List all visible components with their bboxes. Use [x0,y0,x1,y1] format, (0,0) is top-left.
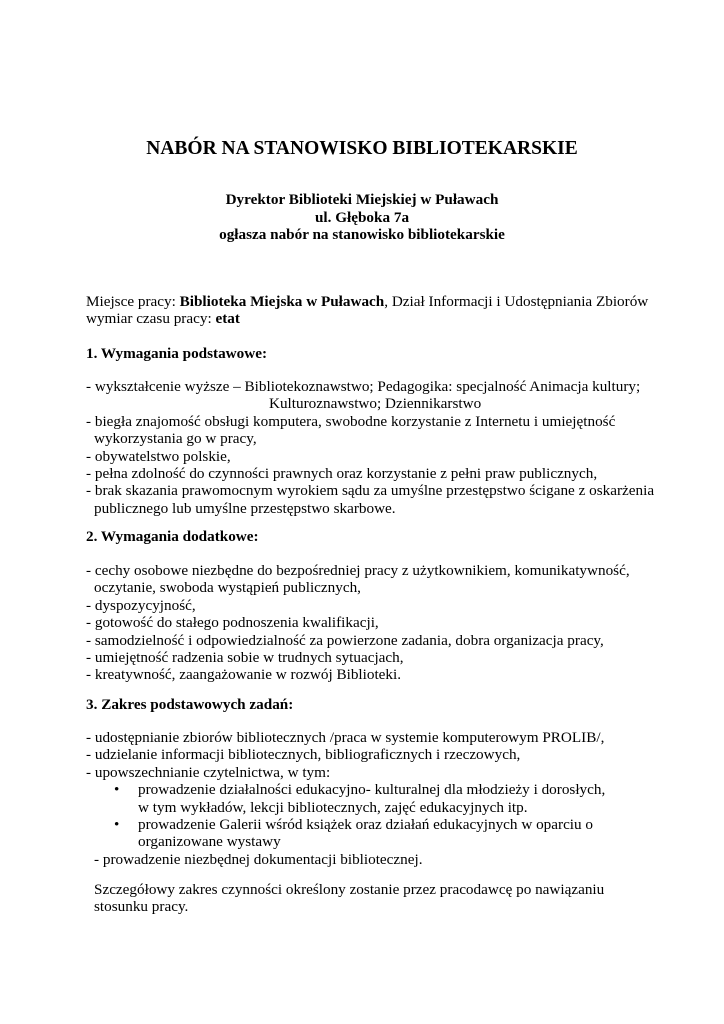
list-item-continuation: Kulturoznawstwo; Dziennikarstwo [269,395,482,413]
list-item: - udzielanie informacji bibliotecznych, bibliograficznych i rzeczowych, [86,746,521,764]
workplace-label: Miejsce pracy: [86,293,180,310]
bullet-icon: • [114,816,120,834]
header-line-announcement: ogłasza nabór na stanowisko bibliotekarskie [219,226,505,244]
list-item: - kreatywność, zaangażowanie w rozwój Biblioteki. [86,666,402,684]
header-line-address: ul. Głęboka 7a [314,208,410,226]
closing-line: Szczegółowy zakres czynności określony zostanie przez pracodawcę po nawiązaniu [94,881,605,898]
workplace-department: , Dział Informacji i Udostępniania Zbiorów [384,293,649,310]
section-3-list [86,729,706,868]
list-item-continuation: oczytanie, swoboda wystąpień publicznych, [94,579,361,597]
list-item: - cechy osobowe niezbędne do bezpośredniej pracy z użytkownikiem, komunikatywność, [86,562,630,579]
bullet-icon: • [114,781,120,799]
list-item: - udostępnianie zbiorów bibliotecznych /praca w systemie komputerowym PROLIB/, [86,729,605,746]
workplace-line [86,293,706,310]
header-line-director: Dyrektor Biblioteki Miejskiej w Puławach [225,191,499,208]
list-item: - obywatelstwo polskie, [86,447,231,465]
bullet-line: w tym wykładów, lekcji bibliotecznych, zajęć edukacyjnych itp. [138,798,528,816]
bullet-line: prowadzenie Galerii wśród książek oraz działań edukacyjnych w oparciu o [138,816,594,834]
list-item: - wykształcenie wyższe – Bibliotekoznawstwo; Pedagogika: specjalność Animacja kultury; [86,378,641,395]
list-item-continuation: wykorzystania go w pracy, [94,430,257,448]
bullet-item [86,781,706,816]
section-3-title: 3. Zakres podstawowych zadań: [86,696,294,713]
bullet-line: organizowane wystawy [138,833,281,851]
list-item: - samodzielność i odpowiedzialność za powierzone zadania, dobra organizacja pracy, [86,631,604,649]
worktime-line [86,310,706,327]
section-1-list [86,378,706,517]
bullet-line: prowadzenie działalności edukacyjno- kulturalnej dla młodzieży i dorosłych, [138,781,606,799]
page-title: NABÓR NA STANOWISKO BIBLIOTEKARSKIE [146,138,578,159]
list-item: - upowszechnianie czytelnictwa, w tym: [86,763,331,781]
list-item: - brak skazania prawomocnym wyrokiem sądu za umyślne przestępstwo ścigane z oskarżenia [86,482,655,500]
worktime-value: etat [215,310,240,328]
workplace-name: Biblioteka Miejska w Puławach [179,293,385,310]
list-item: - biegła znajomość obsługi komputera, swobodne korzystanie z Internetu i umiejętność [86,412,616,430]
list-item: - prowadzenie niezbędnej dokumentacji bibliotecznej. [94,850,423,868]
list-item: - umiejętność radzenia sobie w trudnych sytuacjach, [86,649,404,667]
list-item: - dyspozycyjność, [86,596,196,614]
workplace-info [86,293,706,328]
section-2-title: 2. Wymagania dodatkowe: [86,528,259,545]
list-item: - pełna zdolność do czynności prawnych oraz korzystanie z pełni praw publicznych, [86,465,598,483]
bullet-item [86,816,706,851]
closing-line: stosunku pracy. [94,898,189,916]
closing-paragraph [86,881,706,916]
section-2-list [86,562,706,684]
worktime-label: wymiar czasu pracy: [86,310,216,328]
section-1-title: 1. Wymagania podstawowe: [86,345,267,362]
list-item: - gotowość do stałego podnoszenia kwalifikacji, [86,614,379,632]
list-item-continuation: publicznego lub umyślne przestępstwo skarbowe. [94,499,396,517]
announcement-header [0,191,724,244]
